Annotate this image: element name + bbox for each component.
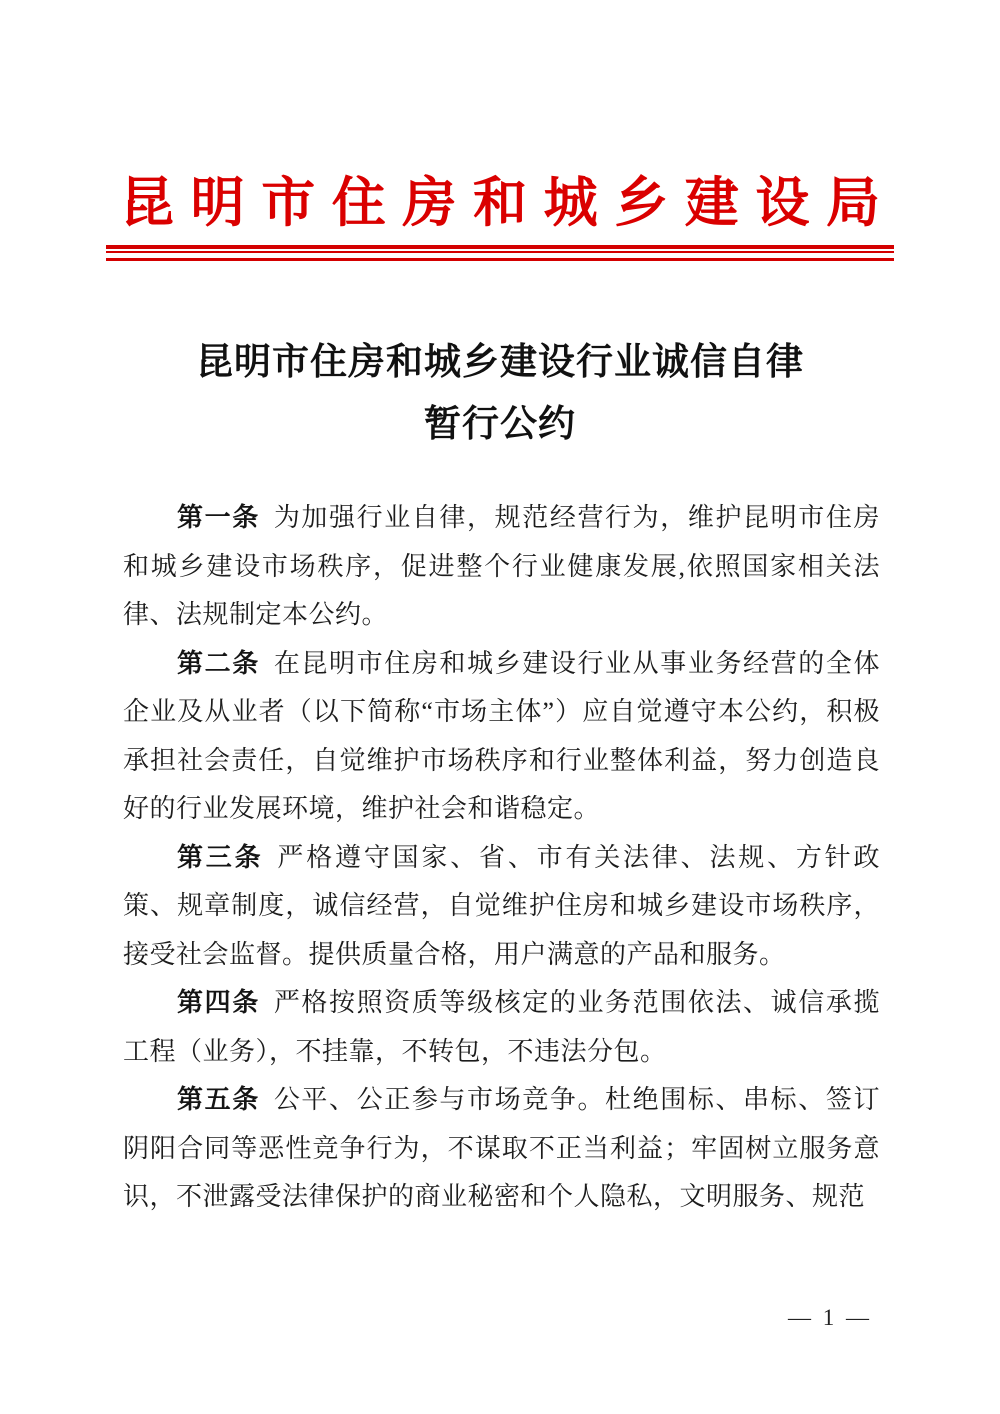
- article-5-label: 第五条: [177, 1085, 260, 1114]
- article-3-label: 第三条: [177, 842, 264, 872]
- article-3-text: 严格遵守国家、省、市有关法律、法规、方针政策、规章制度，诚信经营，自觉维护住房和城乡建设市场秩序，接受社会监督。提供质量合格，用户满意的产品和服务。: [123, 842, 880, 969]
- article-4-label: 第四条: [177, 988, 260, 1017]
- divider-rule-thick: [106, 245, 894, 249]
- document-title-line2: 暂行公约: [424, 404, 576, 445]
- article-4: [123, 979, 880, 1076]
- article-5-text: 公平、公正参与市场竞争。杜绝围标、串标、签订阴阳合同等恶性竞争行为，不谋取不正当利益；牢固树立服务意识，不泄露受法律保护的商业秘密和个人隐私，文明服务、规范: [123, 1085, 880, 1211]
- article-3: [123, 834, 880, 980]
- letterhead-org-title: 昆明市住房和城乡建设局: [120, 173, 880, 233]
- divider-rule-thin: [106, 251, 894, 253]
- divider-rule-bottom: [106, 258, 894, 261]
- article-4-text: 严格按照资质等级核定的业务范围依法、诚信承揽工程（业务），不挂靠，不转包，不违法分包。: [123, 988, 880, 1066]
- article-2-label: 第二条: [177, 648, 260, 678]
- article-2: [123, 640, 880, 834]
- document-body: [123, 494, 880, 1222]
- article-5: [123, 1076, 880, 1222]
- page-number: — 1 —: [788, 1305, 872, 1330]
- document-title-line1: 昆明市住房和城乡建设行业诚信自律: [196, 342, 804, 383]
- article-1: [123, 494, 880, 640]
- letterhead-divider: [106, 245, 894, 261]
- article-2-text: 在昆明市住房和城乡建设行业从事业务经营的全体企业及从业者（以下简称“市场主体”）应自觉遵守本公约，积极承担社会责任，自觉维护市场秩序和行业整体利益，努力创造良好的行业发展环境，维护社会和谐稳定。: [123, 648, 880, 823]
- document-title: [100, 332, 900, 456]
- article-1-text: 为加强行业自律，规范经营行为，维护昆明市住房和城乡建设市场秩序，促进整个行业健康发展,依照国家相关法律、法规制定本公约。: [123, 503, 880, 629]
- article-1-label: 第一条: [177, 503, 260, 532]
